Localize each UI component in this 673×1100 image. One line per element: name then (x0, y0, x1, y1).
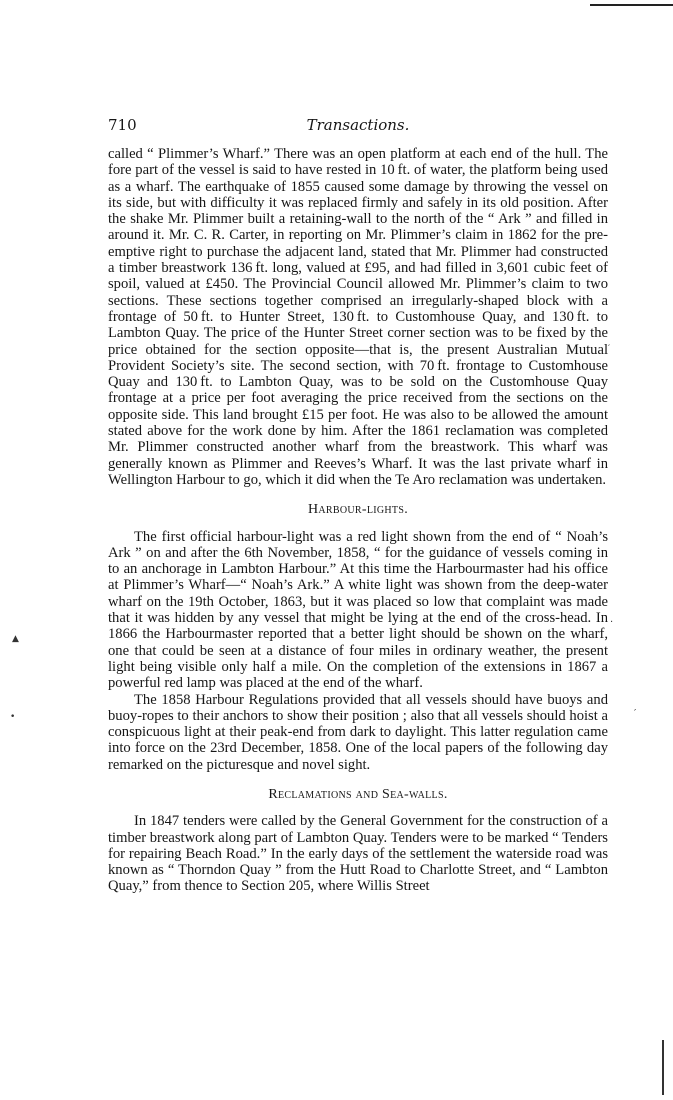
scan-speck: • (10, 712, 16, 722)
paragraph-plimmers-wharf: called “ Plimmer’s Wharf.” There was an open platform at each end of the hull. The fore part of the vessel is said to have rested in 10 ft. of water, the platform being used as a wharf. The earthquake of 1855 caused some damage by throwing the vessel on its side, but with difficulty it was replaced firmly and safely in its old position. After the shake Mr. Plimmer built a retaining-wall to the north of the “ Ark ” and filled in around it. Mr. C. R. Carter, in reporting on Mr. Plimmer’s claim in 1862 for the pre-emptive right to purchase the adjacent land, stated that Mr. Plimmer had constructed a timber breastwork 136 ft. long, valued at £95, and had filled in 3,601 cubic feet of spoil, valued at £450. The Provincial Council allowed Mr. Plimmer’s claim to two sections. These sections together comprised an irregularly-shaped block with a frontage of 50 ft. to Hunter Street, 130 ft. to Customhouse Quay, and 130 ft. to Lambton Quay. The price of the Hunter Street corner section was to be fixed by the price obtained for the section opposite—that is, the present Australian Mutual Provident Society’s site. The second section, with 70 ft. frontage to Customhouse Quay and 130 ft. to Lambton Quay, was to be sold on the Customhouse Quay frontage at a price per foot averaging the price received from the sections on the opposite side. This land brought £15 per foot. He was also to be allowed the amount stated above for the work done by him. After the 1861 reclamation was completed Mr. Plimmer constructed another wharf from the breastwork. This wharf was generally known as Plimmer and Reeves’s Wharf. It was the last private wharf in Wellington Harbour to go, which it did when the Te Aro reclamation was undertaken. (108, 146, 608, 488)
page-body (108, 146, 611, 895)
paragraph-harbour-lights-2: The 1858 Harbour Regulations provided that all vessels should have buoys and buoy-ropes to their anchors to show their position ; also that all vessels should hoist a conspicuous light at their peak-end from dark to daylight. This latter regulation came into force on the 23rd December, 1858. One of the local papers of the following day remarked on the picturesque and novel sight. (108, 691, 608, 773)
top-rule (590, 4, 673, 6)
running-title: Transactions. (306, 116, 410, 134)
page-number: 710 (108, 116, 137, 134)
section-heading-harbour-lights: Harbour-lights. (308, 502, 408, 518)
scan-speck: ′ (634, 708, 637, 719)
paragraph-reclamations-1: In 1847 tenders were called by the General Government for the construction of a timber breastwork along part of Lambton Quay. Tenders were to be marked “ Tenders for repairing Beach Road.” In the early days of the settlement the waterside road was known as “ Thorndon Quay ” from the Hutt Road to Charlotte Street, and “ Lambton Quay,” from thence to Section 205, where Willis Street (108, 813, 608, 895)
scan-edge-line (662, 1040, 664, 1095)
scan-speck: ′ (608, 344, 611, 354)
paragraph-harbour-lights-1: The first official harbour-light was a red light shown from the end of “ Noah’s Ark ” on and after the 6th November, 1858, “ for the guidance of vessels coming in to an anchorage in Lambton Harbour.” At this time the Harbourmaster had his office at Plimmer’s Wharf—“ Noah’s Ark.” A white light was shown from the deep-water wharf on the 19th October, 1863, but it was placed so low that complaint was made that it was hidden by any vessel that might be lying at the end of the cross-head. In 1866 the Harbourmaster reported that a better light should be shown on the wharf, one that could be seen at a distance of four miles in ordinary weather, the present light being visible only half a mile. On the completion of the extensions in 1867 a powerful red lamp was placed at the end of the wharf. (108, 528, 608, 692)
page-header (108, 116, 608, 138)
scan-speck: ▲ (12, 634, 19, 644)
section-heading-reclamations: Reclamations and Sea-walls. (268, 786, 448, 802)
scan-speck: . (610, 614, 614, 625)
